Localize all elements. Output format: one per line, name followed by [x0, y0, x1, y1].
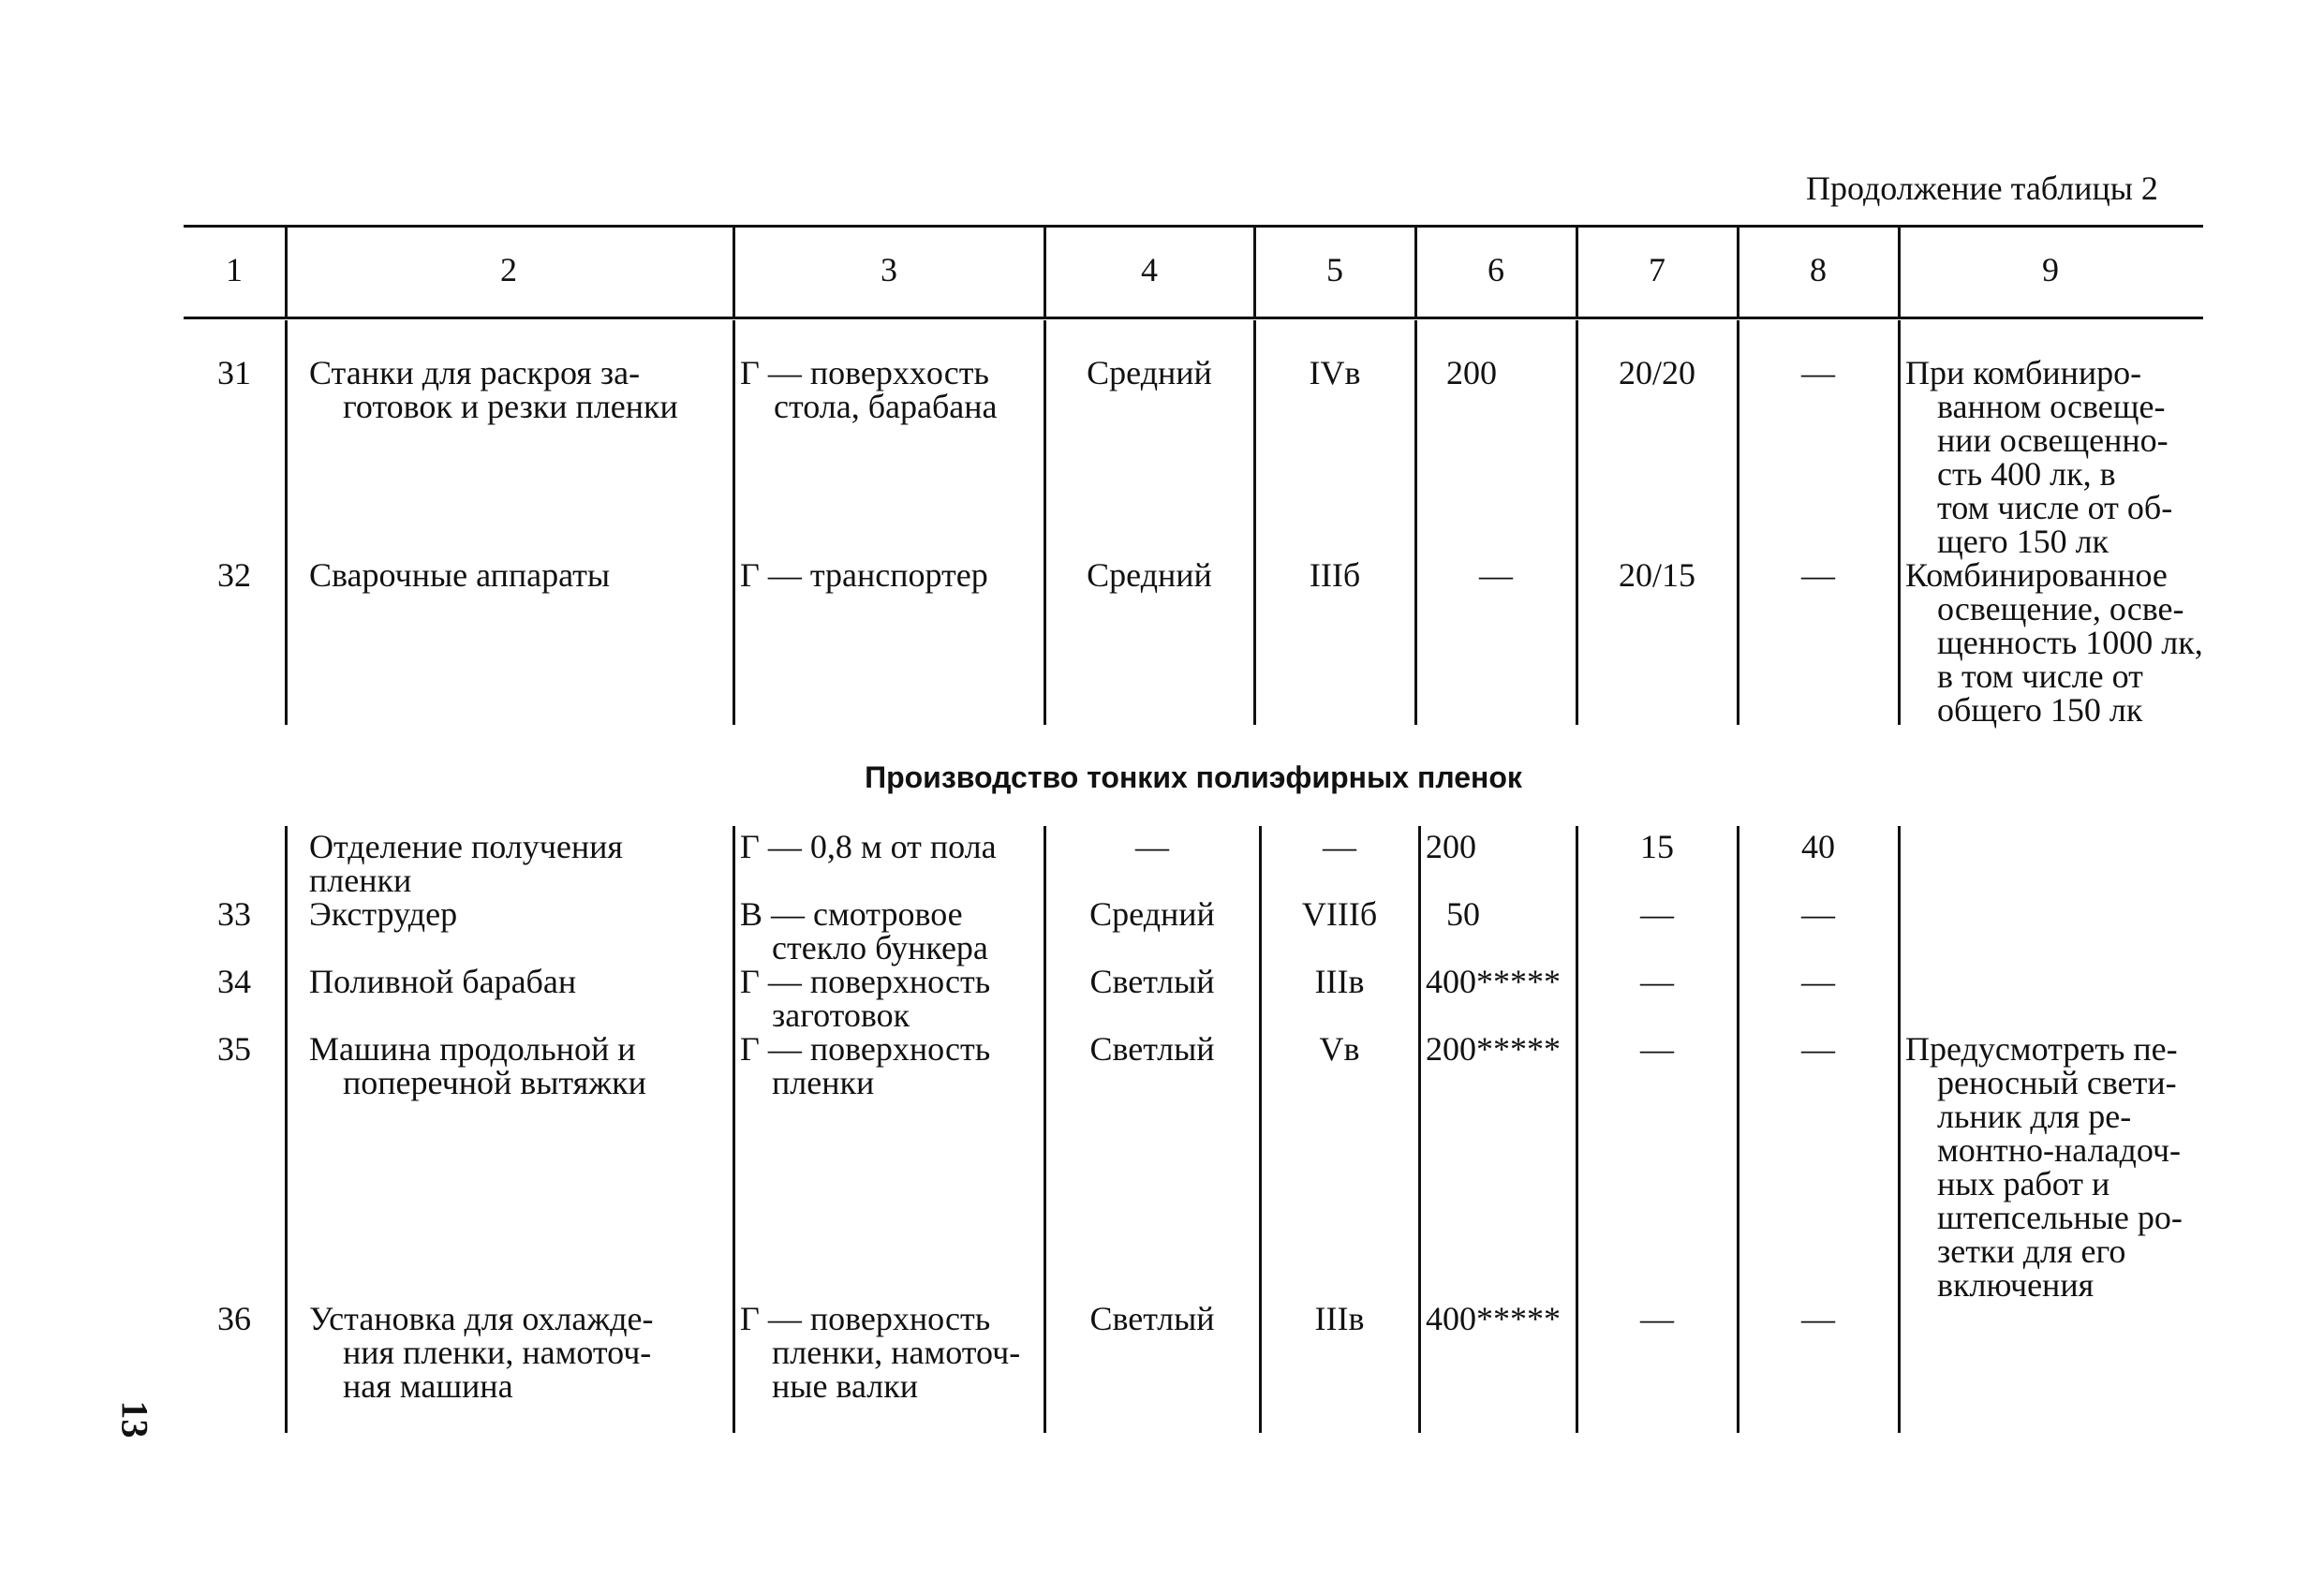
working-plane	[740, 1032, 990, 1099]
work-name: Сварочные аппараты	[309, 556, 611, 594]
working-plane: Г — 0,8 м от пола	[740, 828, 997, 865]
column-divider	[1044, 227, 1046, 317]
text-line: нии освещенно-	[1937, 421, 2169, 459]
header-cell: 7	[1649, 251, 1665, 288]
text-line: реносный свети-	[1937, 1064, 2177, 1101]
text-line: Отделение получения	[309, 828, 623, 865]
text-line: поперечной вытяжки	[343, 1064, 646, 1101]
background-cell: Средний	[1089, 895, 1215, 933]
background-cell: Средний	[1087, 354, 1212, 391]
text-line: Установка для охлажде-	[309, 1300, 654, 1337]
text-line: льник для ре-	[1937, 1098, 2132, 1135]
row-number: 35	[217, 1030, 251, 1068]
table-continuation-label: Продолжение таблицы 2	[1806, 170, 2158, 207]
indicator-cell: —	[1640, 1030, 1674, 1068]
background-cell: Светлый	[1089, 1030, 1215, 1068]
illuminance-cell: 50	[1446, 895, 1480, 933]
text-line: щего 150 лк	[1937, 523, 2109, 560]
pulsation-cell: —	[1801, 1030, 1835, 1068]
column-divider	[733, 320, 735, 725]
row-number: 34	[217, 963, 251, 1000]
pulsation-cell: 40	[1801, 828, 1835, 865]
category-cell: —	[1323, 828, 1356, 865]
category-cell: IIIб	[1309, 556, 1361, 594]
text-line: ванном освеще-	[1937, 388, 2166, 425]
text-line: общего 150 лк	[1937, 691, 2143, 729]
pulsation-cell: —	[1801, 963, 1835, 1000]
text-line: Г — поверхность	[740, 1300, 991, 1337]
text-line: монтно-наладоч-	[1937, 1131, 2182, 1169]
column-divider	[1414, 320, 1417, 725]
text-line: Станки для раскроя за-	[309, 354, 641, 391]
text-line: заготовок	[772, 996, 910, 1034]
column-divider	[1898, 227, 1901, 317]
category-cell: IVв	[1309, 354, 1361, 391]
illuminance-cell: 200	[1446, 354, 1497, 391]
indicator-cell: —	[1640, 895, 1674, 933]
working-plane	[740, 356, 998, 423]
pulsation-cell: —	[1801, 556, 1835, 594]
text-line: Машина продольной и	[309, 1030, 636, 1068]
text-line: штепсельные ро-	[1937, 1199, 2183, 1236]
text-line: включения	[1937, 1266, 2095, 1304]
background-cell: Светлый	[1089, 963, 1215, 1000]
note-cell	[1905, 558, 2203, 727]
text-line: ные валки	[772, 1367, 918, 1405]
column-divider	[285, 320, 288, 725]
working-plane	[740, 965, 990, 1032]
work-name: Поливной барабан	[309, 963, 577, 1000]
header-cell: 8	[1810, 251, 1827, 288]
table-header-rule	[184, 317, 2203, 319]
category-cell: IIIв	[1314, 1300, 1365, 1337]
note-cell	[1905, 1032, 2183, 1302]
text-line: Комбинированное	[1905, 556, 2168, 594]
column-divider	[285, 227, 288, 317]
background-cell: —	[1135, 828, 1169, 865]
background-cell: Средний	[1087, 556, 1212, 594]
column-divider	[1737, 227, 1739, 317]
text-line: Г — поверхность	[740, 1030, 991, 1068]
column-divider	[1898, 320, 1901, 725]
illuminance-cell: —	[1479, 556, 1513, 594]
text-line: В — смотровое	[740, 895, 963, 933]
work-name: Экструдер	[309, 895, 458, 933]
column-divider	[1576, 227, 1578, 317]
header-cell: 3	[881, 251, 897, 288]
column-divider	[1898, 826, 1901, 1433]
working-plane	[740, 897, 988, 965]
indicator-cell: 20/20	[1618, 354, 1695, 391]
header-cell: 4	[1141, 251, 1158, 288]
row-number: 31	[217, 354, 251, 391]
row-number: 36	[217, 1300, 251, 1337]
indicator-cell: 15	[1640, 828, 1674, 865]
text-line: щенность 1000 лк,	[1937, 624, 2203, 661]
text-line: стекло бункера	[772, 929, 988, 966]
illuminance-cell: 400*****	[1426, 963, 1561, 1000]
column-divider	[733, 826, 735, 1433]
text-line: том числе от об-	[1937, 489, 2173, 526]
working-plane	[740, 1302, 1020, 1403]
indicator-cell: —	[1640, 963, 1674, 1000]
page-number: 13	[113, 1400, 156, 1438]
text-line: Предусмотреть пе-	[1905, 1030, 2178, 1068]
text-line: ния пленки, намоточ-	[343, 1334, 652, 1371]
column-divider	[1418, 826, 1421, 1433]
column-divider	[285, 826, 288, 1433]
work-name	[309, 356, 678, 423]
text-line: ная машина	[343, 1367, 513, 1405]
text-line: пленки, намоточ-	[772, 1334, 1021, 1371]
text-line: зетки для его	[1937, 1232, 2126, 1270]
text-line: Г — поверхность	[740, 963, 991, 1000]
text-line: сть 400 лк, в	[1937, 455, 2116, 493]
indicator-cell: 20/15	[1618, 556, 1695, 594]
work-name	[309, 1302, 654, 1403]
header-cell: 1	[226, 251, 243, 288]
work-name	[309, 830, 623, 897]
section-title: Производство тонких полиэфирных пленок	[865, 760, 1522, 794]
background-cell: Светлый	[1089, 1300, 1215, 1337]
row-number: 32	[217, 556, 251, 594]
pulsation-cell: —	[1801, 354, 1835, 391]
category-cell: Vв	[1319, 1030, 1360, 1068]
category-cell: IIIв	[1314, 963, 1365, 1000]
header-cell: 2	[500, 251, 517, 288]
column-divider	[733, 227, 735, 317]
indicator-cell: —	[1640, 1300, 1674, 1337]
text-line: в том числе от	[1937, 657, 2143, 695]
working-plane: Г — транспортер	[740, 556, 988, 594]
pulsation-cell: —	[1801, 895, 1835, 933]
illuminance-cell: 400*****	[1426, 1300, 1561, 1337]
header-cell: 6	[1488, 251, 1504, 288]
column-divider	[1414, 227, 1417, 317]
header-cell: 5	[1326, 251, 1343, 288]
text-line: пленки	[309, 862, 412, 899]
pulsation-cell: —	[1801, 1300, 1835, 1337]
illuminance-cell: 200*****	[1426, 1030, 1561, 1068]
text-line: освещение, осве-	[1937, 590, 2184, 627]
column-divider	[1253, 227, 1256, 317]
text-line: Г — поверхxость	[740, 354, 989, 391]
text-line: готовок и резки пленки	[343, 388, 678, 425]
header-cell: 9	[2042, 251, 2059, 288]
text-line: пленки	[772, 1064, 875, 1101]
note-cell	[1905, 356, 2172, 558]
illuminance-cell: 200	[1426, 828, 1476, 865]
text-line: стола, барабана	[774, 388, 998, 425]
row-number: 33	[217, 895, 251, 933]
category-cell: VIIIб	[1301, 895, 1378, 933]
text-line: ных работ и	[1937, 1165, 2110, 1202]
text-line: При комбиниро-	[1905, 354, 2142, 391]
work-name	[309, 1032, 646, 1099]
